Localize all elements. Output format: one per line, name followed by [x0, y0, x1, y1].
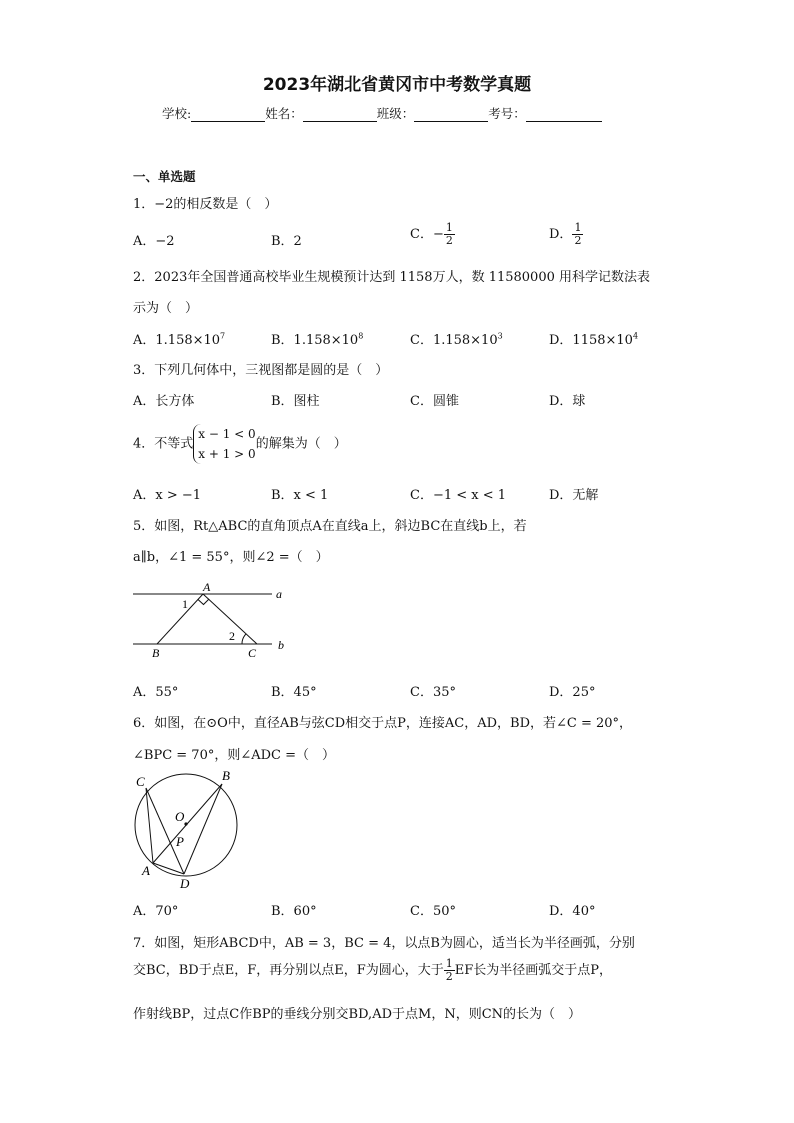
label-2: 2 [229, 629, 235, 643]
name-label: 姓名： [265, 106, 303, 121]
label-B: B [222, 768, 230, 783]
q3-option-a: A．长方体 [133, 394, 195, 409]
q2-option-a [133, 329, 225, 348]
label-1: 1 [182, 597, 188, 611]
q1-d-num: 1 [574, 221, 582, 234]
q7-half-num: 1 [445, 957, 453, 970]
school-label: 学校: [162, 106, 192, 121]
q2-a-base: A．1.158×10 [133, 333, 221, 348]
q4-stem-post: 的解集为（ ） [255, 436, 347, 452]
class-label: 班级： [376, 106, 415, 121]
q1-d-prefix: D． [549, 227, 573, 242]
q4-option-b: B．x < 1 [271, 488, 329, 503]
q1-c-prefix: C．− [410, 227, 444, 242]
label-P: P [176, 834, 184, 849]
q2-option-c [410, 329, 503, 348]
label-D: D [180, 876, 190, 891]
q7-half-fraction [444, 958, 455, 983]
q2-stem-line2: 示为（ ） [133, 301, 199, 316]
q1-c-fraction [444, 222, 455, 247]
q3-option-d: D．球 [549, 394, 586, 409]
label-C: C [136, 774, 145, 789]
q6-option-d: D．40° [549, 904, 596, 919]
q2-stem-line1: 2．2023年全国普通高校毕业生规模预计达到 1158万人，数 11580000 用科学记数法表 [133, 270, 651, 285]
q5-stem-line1: 5．如图，Rt△ABC的直角顶点A在直线a上，斜边BC在直线b上，若 [133, 519, 527, 534]
q2-b-base: B．1.158×10 [271, 333, 359, 348]
q5-option-b: B．45° [271, 685, 317, 700]
q6-option-c: C．50° [410, 904, 456, 919]
name-blank[interactable] [303, 108, 377, 122]
q4-option-a: A．x > −1 [133, 488, 202, 503]
q3-stem: 3．下列几何体中，三视图都是圆的是（ ） [133, 363, 389, 378]
segment-ac [146, 788, 153, 863]
q7-line2-pre: 交BC，BD于点E，F，再分别以点E，F为圆心，大于 [133, 963, 444, 978]
q5-option-c: C．35° [410, 685, 456, 700]
label-B: B [152, 646, 160, 660]
q6-option-b: B．60° [271, 904, 317, 919]
q6-stem-line1: 6．如图，在⊙O中，直径AB与弦CD相交于点P，连接AC，AD，BD，若∠C = 20°， [133, 716, 633, 731]
label-b: b [278, 638, 284, 652]
q2-b-exp: 8 [358, 331, 364, 341]
right-angle-mark [198, 599, 209, 605]
q2-c-base: C．1.158×10 [410, 333, 498, 348]
label-A: A [142, 863, 150, 878]
q1-stem: 1．−2的相反数是（ ） [133, 197, 278, 212]
label-O: O [175, 809, 185, 824]
q2-d-base: D．1158×10 [549, 333, 633, 348]
q7-line1: 7．如图，矩形ABCD中，AB = 3，BC = 4，以点B为圆心，适当长为半径画弧，分别 [133, 936, 635, 951]
q6-option-a: A．70° [133, 904, 179, 919]
q7-line2-post: EF长为半径画弧交于点P， [454, 963, 613, 978]
q6-stem-line2: ∠BPC = 70°，则∠ADC =（ ） [133, 748, 336, 763]
center-point [184, 822, 187, 825]
chord-cd [146, 788, 184, 874]
q2-d-exp: 4 [632, 331, 639, 341]
q2-option-b [271, 329, 363, 348]
q4-inequality-1: x − 1 < 0 [198, 427, 256, 441]
q7-half-den: 2 [445, 970, 453, 983]
q1-option-d [549, 222, 583, 247]
q7-line2 [133, 958, 612, 983]
q1-option-a: A．−2 [133, 234, 175, 249]
q5-stem-line2: a∥b，∠1 = 55°，则∠2 =（ ） [133, 550, 329, 565]
q4-option-c: C．−1 < x < 1 [410, 488, 507, 503]
q2-a-exp: 7 [220, 331, 226, 341]
school-blank[interactable] [191, 108, 265, 122]
q3-option-b: B．图柱 [271, 394, 320, 409]
label-a: a [276, 587, 282, 601]
q4-option-d: D．无解 [549, 488, 599, 503]
q6-figure [128, 768, 248, 893]
q1-c-den: 2 [445, 234, 453, 247]
segment-bd [184, 784, 222, 874]
q4-stem-pre: 4．不等式 [133, 436, 194, 452]
q4-stem [133, 424, 347, 464]
angle2-arc [242, 634, 246, 644]
q2-option-d [549, 329, 638, 348]
page-title: 2023年湖北省黄冈市中考数学真题 [262, 75, 532, 95]
q4-inequality-system [193, 424, 255, 464]
section-heading: 一、单选题 [133, 169, 196, 184]
q1-c-num: 1 [445, 221, 453, 234]
q1-option-c [410, 222, 455, 247]
info-line [162, 104, 602, 122]
label-A: A [203, 580, 211, 594]
q5-option-d: D．25° [549, 685, 596, 700]
segment-ab [157, 594, 203, 644]
q2-c-exp: 3 [497, 331, 503, 341]
label-C: C [248, 646, 257, 660]
class-blank[interactable] [414, 108, 488, 122]
q1-d-den: 2 [574, 234, 582, 247]
q4-inequality-2: x + 1 > 0 [198, 447, 256, 461]
q1-option-b: B．2 [271, 234, 302, 249]
number-label: 考号： [488, 106, 526, 121]
q5-option-a: A．55° [133, 685, 179, 700]
q1-d-fraction [572, 222, 583, 247]
number-blank[interactable] [526, 108, 602, 122]
q5-figure [130, 580, 300, 662]
q3-option-c: C．圆锥 [410, 394, 459, 409]
q7-line3: 作射线BP，过点C作BP的垂线分别交BD,AD于点M，N，则CN的长为（ ） [133, 1007, 582, 1022]
